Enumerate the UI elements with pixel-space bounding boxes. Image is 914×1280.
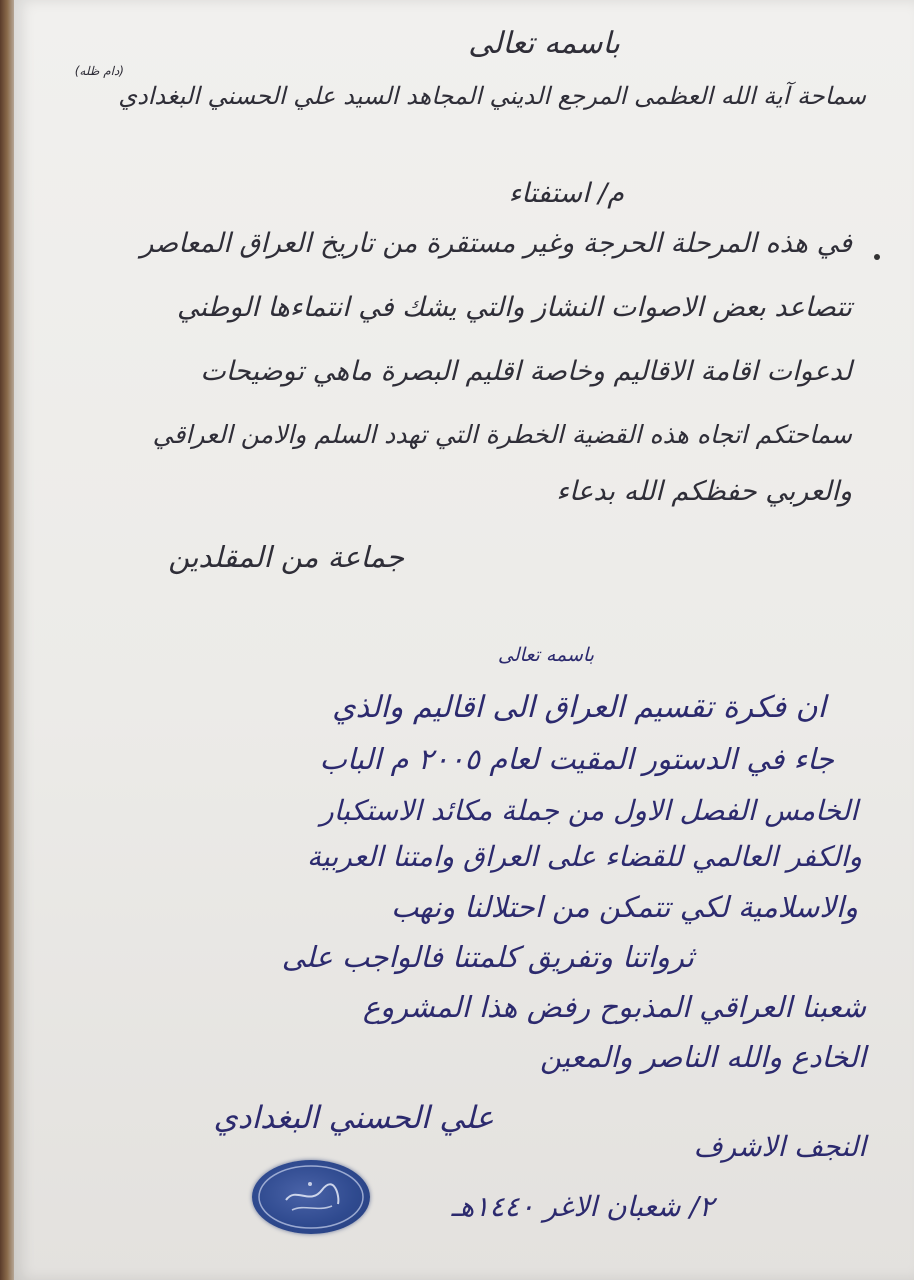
letter-addressee: سماحة آية الله العظمى المرجع الديني المجاهد السيد علي الحسني البغدادي [118, 82, 866, 110]
letter-addressee-note: (دام ظله) [74, 64, 124, 78]
letter-body-line-5: والعربي حفظكم الله بدعاء [556, 476, 852, 507]
reply-line-1: ان فكرة تقسيم العراق الى اقاليم والذي [332, 690, 826, 725]
official-seal [252, 1160, 370, 1234]
reply-line-2: جاء في الدستور المقيت لعام ٢٠٠٥ م الباب [319, 742, 834, 776]
reply-line-3: الخامس الفصل الاول من جملة مكائد الاستكبار [320, 794, 858, 827]
letter-basmala: باسمه تعالى [468, 26, 620, 61]
reply-line-5: والاسلامية لكي تتمكن من احتلالنا ونهب [391, 890, 858, 924]
letter-subject: م/ استفتاء [508, 178, 624, 209]
seal-emblem-icon [252, 1160, 370, 1234]
paper-sheet [14, 0, 914, 1280]
reply-date: ٢/ شعبان الاغر ١٤٤٠هـ [451, 1190, 714, 1223]
bullet-dot [874, 254, 880, 260]
reply-signature: علي الحسني البغدادي [213, 1100, 494, 1136]
letter-body-line-1: في هذه المرحلة الحرجة وغير مستقرة من تاريخ العراق المعاصر [140, 228, 852, 259]
letter-body-line-3: لدعوات اقامة الاقاليم وخاصة اقليم البصرة ماهي توضيحات [200, 356, 852, 387]
letter-body-line-4: سماحتكم اتجاه هذه القضية الخطرة التي تهدد السلم والامن العراقي [152, 420, 852, 449]
letter-body-line-2: تتصاعد بعض الاصوات النشاز والتي يشك في انتماءها الوطني [177, 292, 852, 323]
reply-place: النجف الاشرف [693, 1130, 866, 1163]
reply-basmala: باسمه تعالى [497, 644, 594, 666]
reply-line-7: شعبنا العراقي المذبوح رفض هذا المشروع [362, 990, 866, 1024]
reply-line-4: والكفر العالمي للقضاء على العراق وامتنا العربية [307, 840, 862, 873]
letter-signature: جماعة من المقلدين [168, 540, 404, 574]
reply-line-8: الخادع والله الناصر والمعين [540, 1040, 866, 1074]
reply-line-6: ثرواتنا وتفريق كلمتنا فالواجب على [281, 940, 694, 974]
